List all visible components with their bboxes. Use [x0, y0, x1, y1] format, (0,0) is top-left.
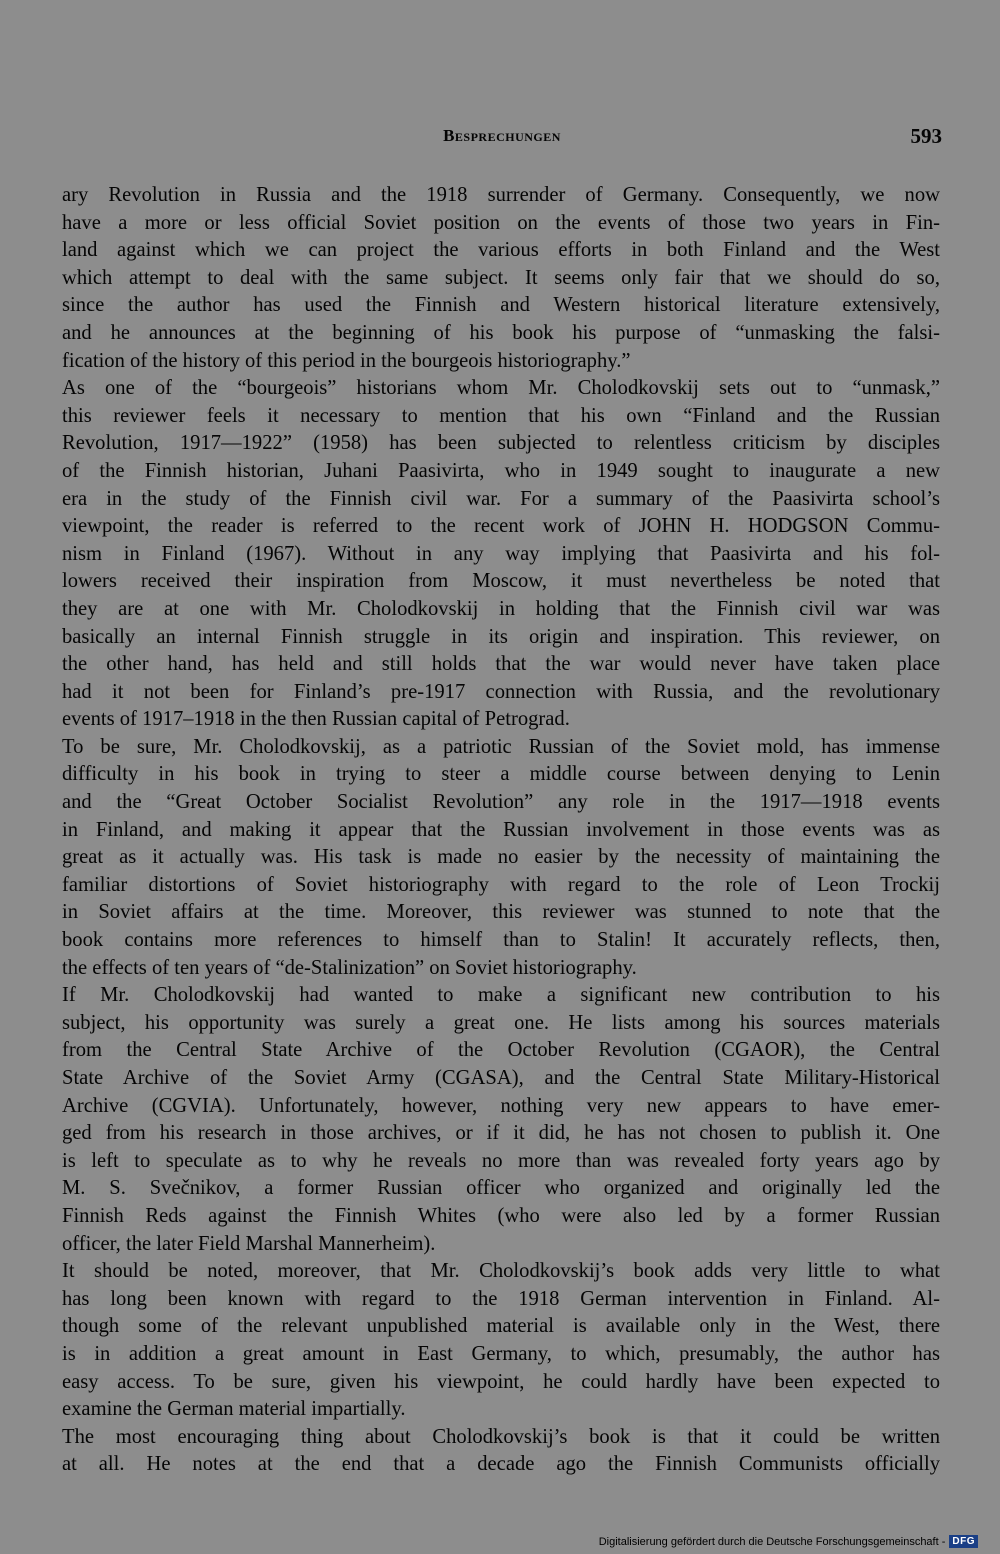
- text-line: era in the study of the Finnish civil war. For a summary of the Paasivirta school’s: [62, 487, 940, 510]
- digitization-footer: [599, 1535, 978, 1548]
- text-line: ged from his research in those archives, or if it did, he has not chosen to publish it. One: [62, 1122, 940, 1145]
- dfg-logo-icon: DFG: [949, 1535, 978, 1548]
- text-line: of the Finnish historian, Juhani Paasivirta, who in 1949 sought to inaugurate a new: [62, 459, 940, 482]
- text-line: have a more or less official Soviet position on the events of those two years in Fin-: [62, 211, 940, 234]
- footer-text: Digitalisierung gefördert durch die Deutsche Forschungsgemeinschaft -: [598, 1535, 946, 1548]
- text-line: To be sure, Mr. Cholodkovskij, as a patriotic Russian of the Soviet mold, has immense: [62, 735, 940, 758]
- text-line: Revolution, 1917—1922” (1958) has been subjected to relentless criticism by disciples: [62, 432, 940, 455]
- text-line: land against which we can project the various efforts in both Finland and the West: [62, 239, 940, 262]
- text-line: is in addition a great amount in East Germany, to which, presumably, the author has: [62, 1342, 940, 1365]
- text-line: the other hand, has held and still holds that the war would never have taken place: [62, 653, 940, 676]
- text-line: familiar distortions of Soviet historiography with regard to the role of Leon Trockij: [62, 873, 940, 896]
- text-line: lowers received their inspiration from Moscow, it must nevertheless be noted that: [62, 570, 940, 593]
- text-line: this reviewer feels it necessary to mention that his own “Finland and the Russian: [62, 404, 940, 427]
- text-line: which attempt to deal with the same subject. It seems only fair that we should do so,: [62, 266, 940, 289]
- text-line: and he announces at the beginning of his book his purpose of “unmasking the falsi-: [62, 321, 940, 344]
- running-head: Besprechungen: [443, 126, 561, 145]
- text-line: in Soviet affairs at the time. Moreover, this reviewer was stunned to note that the: [62, 901, 940, 924]
- text-line: in Finland, and making it appear that the Russian involvement in those events was as: [62, 818, 940, 841]
- text-line: book contains more references to himself than to Stalin! It accurately reflects, then,: [62, 929, 940, 952]
- text-line: officer, the later Field Marshal Mannerheim).: [62, 1232, 436, 1255]
- body-text: [62, 182, 940, 1479]
- text-line: viewpoint, the reader is referred to the recent work of JOHN H. HODGSON Commu-: [62, 515, 940, 538]
- text-line: is left to speculate as to why he reveals no more than was revealed forty years ago by: [62, 1149, 940, 1172]
- text-line: The most encouraging thing about Cholodkovskij’s book is that it could be written: [62, 1425, 940, 1448]
- text-line: easy access. To be sure, given his viewpoint, he could hardly have been expected to: [62, 1370, 940, 1393]
- page-number: 593: [910, 124, 942, 148]
- text-line: State Archive of the Soviet Army (CGASA), and the Central State Military-Historical: [62, 1067, 940, 1089]
- text-line: they are at one with Mr. Cholodkovskij in holding that the Finnish civil war was: [62, 597, 940, 620]
- text-line: since the author has used the Finnish and Western historical literature extensively,: [62, 294, 940, 317]
- text-line: great as it actually was. His task is made no easier by the necessity of maintaining the: [62, 846, 940, 869]
- text-line: had it not been for Finland’s pre-1917 connection with Russia, and the revolutionary: [62, 680, 940, 703]
- text-line: M. S. Svečnikov, a former Russian officer who organized and originally led the: [62, 1177, 940, 1200]
- text-line: has long been known with regard to the 1918 German intervention in Finland. Al-: [62, 1287, 940, 1310]
- text-line: difficulty in his book in trying to steer a middle course between denying to Lenin: [62, 763, 940, 786]
- text-line: subject, his opportunity was surely a great one. He lists among his sources materials: [62, 1011, 940, 1034]
- text-line: basically an internal Finnish struggle in its origin and inspiration. This reviewer, on: [62, 625, 940, 648]
- text-line: though some of the relevant unpublished material is available only in the West, there: [62, 1315, 940, 1338]
- text-line: and the “Great October Socialist Revolution” any role in the 1917—1918 events: [62, 791, 940, 814]
- text-line: Finnish Reds against the Finnish Whites (who were also led by a former Russian: [62, 1204, 940, 1227]
- text-line: If Mr. Cholodkovskij had wanted to make a significant new contribution to his: [62, 984, 940, 1007]
- text-line: events of 1917–1918 in the then Russian capital of Petrograd.: [62, 708, 570, 731]
- text-line: from the Central State Archive of the October Revolution (CGAOR), the Central: [62, 1039, 940, 1062]
- text-line: Archive (CGVIA). Unfortunately, however, nothing very new appears to have emer-: [62, 1094, 940, 1117]
- text-line: It should be noted, moreover, that Mr. Cholodkovskij’s book adds very little to what: [62, 1260, 940, 1283]
- text-line: ary Revolution in Russia and the 1918 surrender of Germany. Consequently, we now: [62, 184, 940, 206]
- text-line: at all. He notes at the end that a decade ago the Finnish Communists officially: [62, 1453, 940, 1476]
- text-line: the effects of ten years of “de-Stalinization” on Soviet historiography.: [62, 956, 637, 979]
- text-line: As one of the “bourgeois” historians whom Mr. Cholodkovskij sets out to “unmask,”: [62, 377, 940, 400]
- text-line: nism in Finland (1967). Without in any way implying that Paasivirta and his fol-: [62, 542, 940, 565]
- text-line: examine the German material impartially.: [62, 1398, 406, 1421]
- page-header: [62, 124, 942, 154]
- text-line: fication of the history of this period in the bourgeois historiography.”: [62, 349, 631, 372]
